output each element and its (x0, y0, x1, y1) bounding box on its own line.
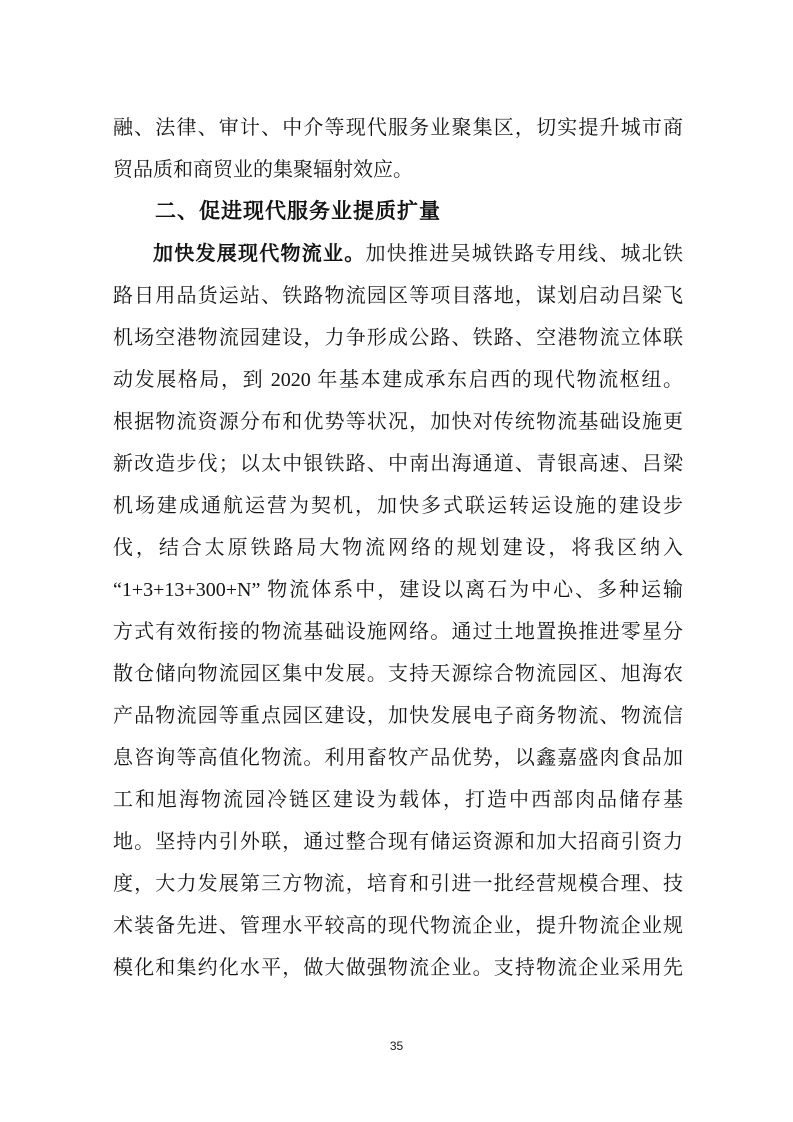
document-body (113, 107, 683, 989)
paragraph2-line: 机场空港物流园建设，力争形成公路、铁路、空港物流立体联 (113, 327, 683, 349)
paragraph2-line: 散仓储向物流园区集中发展。支持天源综合物流园区、旭海农 (113, 663, 683, 685)
paragraph2-line: 产品物流园等重点园区建设，加快发展电子商务物流、物流信 (113, 705, 683, 727)
section-heading: 二、促进现代服务业提质扩量 (155, 200, 441, 223)
paragraph2-line: “1+3+13+300+N” 物流体系中，建设以离石为中心、多种运输 (113, 579, 683, 601)
paragraph2-line: 动发展格局，到 2020 年基本建成承东启西的现代物流枢纽。 (113, 369, 683, 391)
paragraph1-line: 贸品质和商贸业的集聚辐射效应。 (113, 159, 413, 181)
paragraph2-line: 息咨询等高值化物流。利用畜牧产品优势，以鑫嘉盛肉食品加 (113, 747, 683, 769)
paragraph2-line: 地。坚持内引外联，通过整合现有储运资源和加大招商引资力 (113, 831, 683, 853)
paragraph2-line: 工和旭海物流园冷链区建设为载体，打造中西部肉品储存基 (113, 789, 683, 811)
paragraph2-line: 模化和集约化水平，做大做强物流企业。支持物流企业采用先 (113, 957, 683, 979)
paragraph2-line: 机场建成通航运营为契机，加快多式联运转运设施的建设步 (113, 495, 683, 517)
paragraph2-line: 新改造步伐；以太中银铁路、中南出海通道、青银高速、吕梁 (113, 453, 683, 475)
paragraph2-line: 方式有效衔接的物流基础设施网络。通过土地置换推进零星分 (113, 621, 683, 643)
paragraph1-line: 融、法律、审计、中介等现代服务业聚集区，切实提升城市商 (113, 117, 683, 139)
paragraph2-line-text: 加快推进吴城铁路专用线、城北铁 (365, 243, 683, 265)
paragraph2-line: 根据物流资源分布和优势等状况，加快对传统物流基础设施更 (113, 411, 683, 433)
paragraph2-bold-lead: 加快发展现代物流业。 (153, 243, 366, 265)
paragraph2-line (113, 233, 683, 275)
page-number: 35 (389, 1039, 404, 1053)
paragraph2-line: 路日用品货运站、铁路物流园区等项目落地，谋划启动吕梁飞 (113, 285, 683, 307)
paragraph2-line: 伐，结合太原铁路局大物流网络的规划建设，将我区纳入 (113, 537, 683, 559)
paragraph2-line: 度，大力发展第三方物流，培育和引进一批经营规模合理、技 (113, 873, 683, 895)
paragraph2-line: 术装备先进、管理水平较高的现代物流企业，提升物流企业规 (113, 915, 683, 937)
